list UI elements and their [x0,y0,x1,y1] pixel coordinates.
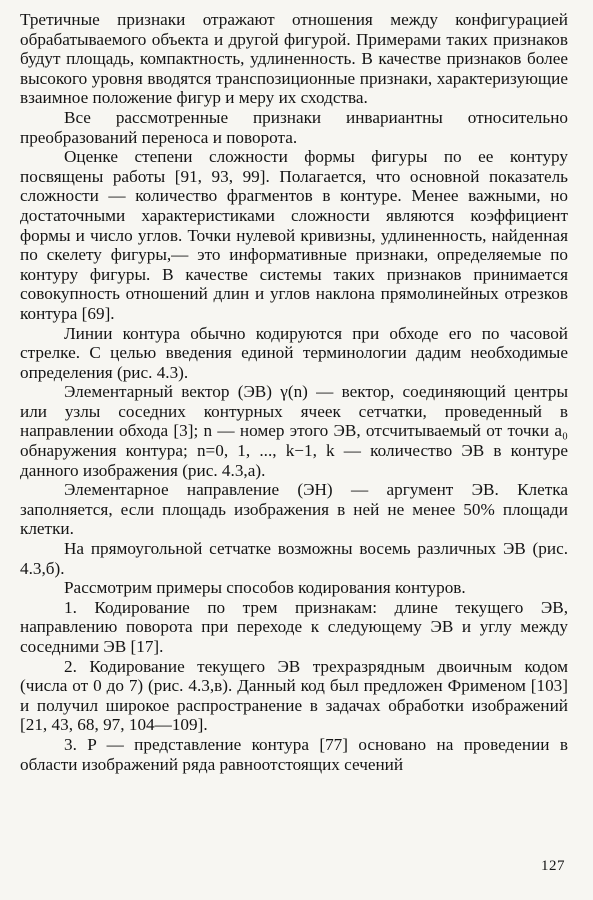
body-text [20,10,568,774]
paragraph-complexity-estimation: Оценке степени сложности формы фигуры по ее контуру посвящены работы [91, 93, 99]. Полагается, что основной показатель сложности — количество фрагментов в контуре. Менее важными, но достаточными характеристиками сложности являются коэффициент формы и число углов. Точки нулевой кривизны, удлиненность, найденная по скелету фигуры,— это информативные признаки, определяемые по контуру фигуры. В качестве системы таких признаков принимается совокупность отношений длин и углов наклона прямолинейных отрезков контура [69]. [20,147,568,323]
paragraph-coding-3: 3. P — представление контура [77] основано на проведении в области изображений ряда равноотстоящих сечений [20,734,568,774]
paragraph-invariance: Все рассмотренные признаки инвариантны относительно преобразований переноса и поворота. [20,107,568,147]
paragraph-coding-2: 2. Кодирование текущего ЭВ трехразрядным двоичным кодом (числа от 0 до 7) (рис. 4.3,в). Данный код был предложен Фрименом [103] и получил широкое распространение в задачах обработки изображений [21, 43, 68, 97, 104—109]. [20,656,568,735]
paragraph-coding-examples: Рассмотрим примеры способов кодирования контуров. [64,578,466,598]
paragraph-contour-traversal: Линии контура обычно кодируются при обходе его по часовой стрелке. С целью введения единой терминологии дадим необходимые определения (рис. 4.3). [20,323,568,382]
paragraph-coding-1: 1. Кодирование по трем признакам: длине текущего ЭВ, направлению поворота при переходе к следующему ЭВ и углу между соседними ЭВ [17]. [20,597,568,656]
paragraph-elementary-vector: Элементарный вектор (ЭВ) γ(n) — вектор, соединяющий центры или узлы соседних контурных ячеек сетчатки, проведенный в направлении обхода [3]; n — номер этого ЭВ, отсчитываемый от точки a₀ обнаружения контура; n=0, 1, ..., k−1, k — количество ЭВ в контуре данного изображения (рис. 4.3,а). [20,382,568,480]
page-number: 127 [541,858,565,874]
paragraph-eight-vectors: На прямоугольной сетчатке возможны восемь различных ЭВ (рис. 4.3,б). [20,539,568,578]
paragraph-tertiary-features: Третичные признаки отражают отношения между конфигурацией обрабатываемого объекта и другой фигурой. Примерами таких признаков будут площадь, компактность, удлиненность. В качестве признаков более высокого уровня вводятся транспозиционные признаки, характеризующие взаимное положение фигур и меру их сходства. [20,10,568,108]
paragraph-elementary-direction: Элементарное направление (ЭН) — аргумент ЭВ. Клетка заполняется, если площадь изображения в ней не менее 50% площади клетки. [20,480,568,539]
